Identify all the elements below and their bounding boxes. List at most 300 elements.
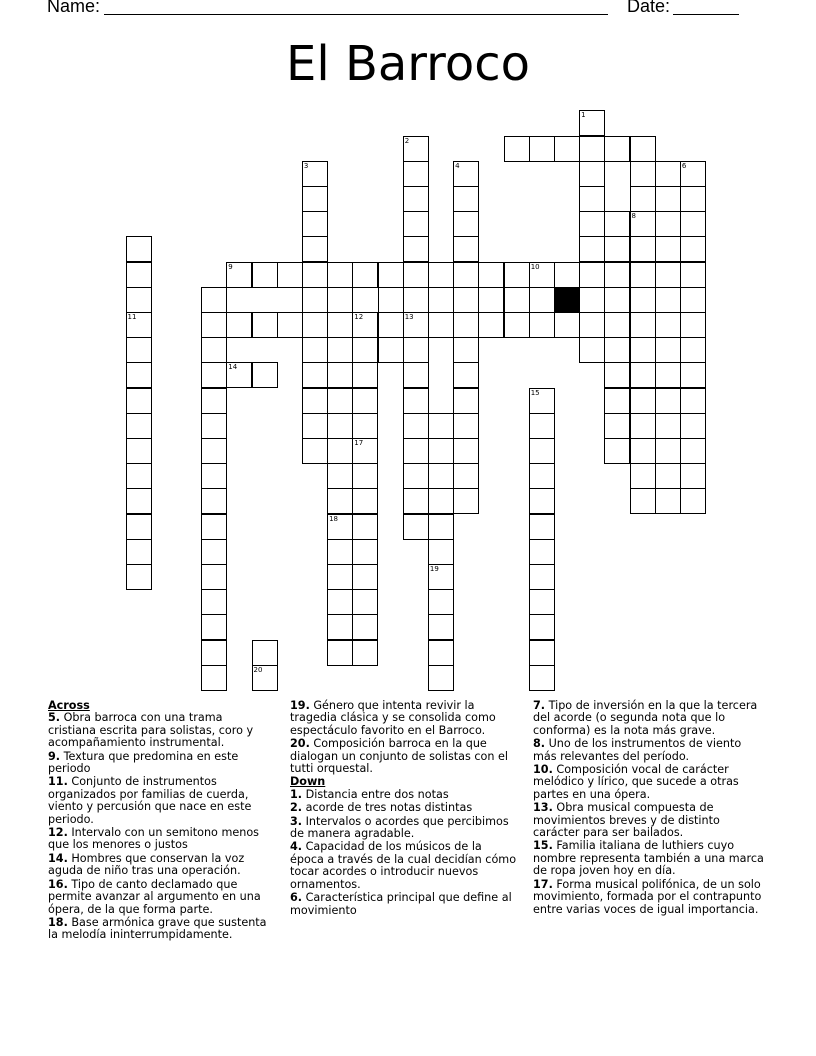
grid-cell[interactable]: [680, 312, 706, 338]
clue-number: 19.: [290, 699, 310, 712]
grid-cell[interactable]: [352, 488, 378, 514]
clue-item: [533, 738, 765, 763]
grid-cell[interactable]: [126, 488, 152, 514]
grid-cell[interactable]: [655, 413, 681, 439]
clue-number: 14: [228, 363, 238, 372]
grid-cell[interactable]: [478, 262, 504, 288]
grid-cell[interactable]: [201, 665, 227, 691]
grid-cell[interactable]: [630, 262, 656, 288]
grid-cell[interactable]: [302, 413, 328, 439]
grid-cell[interactable]: [680, 262, 706, 288]
grid-cell[interactable]: [403, 438, 429, 464]
grid-cell[interactable]: [352, 640, 378, 666]
clue-number: 16.: [48, 877, 68, 891]
grid-cell[interactable]: [529, 564, 555, 590]
grid-cell[interactable]: [378, 262, 404, 288]
clue-number: 17: [354, 438, 364, 447]
clue-text: Textura que predomina en este periodo: [48, 749, 239, 776]
grid-cell[interactable]: [226, 362, 252, 388]
grid-cell[interactable]: [529, 488, 555, 514]
grid-cell[interactable]: [630, 438, 656, 464]
grid-cell[interactable]: [403, 136, 429, 162]
grid-cell[interactable]: [352, 564, 378, 590]
grid-cell[interactable]: [302, 161, 328, 187]
grid-cell[interactable]: [604, 287, 630, 313]
grid-cell[interactable]: [252, 362, 278, 388]
grid-cell[interactable]: [579, 136, 605, 162]
grid-cell[interactable]: [579, 337, 605, 363]
clue-text: Intervalo con un semitono menos que los menores o justos: [48, 826, 259, 852]
grid-cell[interactable]: [554, 312, 580, 338]
clue-item: [290, 816, 518, 841]
grid-cell[interactable]: [579, 110, 605, 136]
grid-cell[interactable]: [529, 312, 555, 338]
grid-cell[interactable]: [655, 287, 681, 313]
clue-item: [48, 712, 270, 749]
grid-cell[interactable]: [655, 211, 681, 237]
grid-cell[interactable]: [453, 362, 479, 388]
clue-text: Familia italiana de luthiers cuyo nombre representa también a una marca de ropa joven hoy en día.: [533, 839, 764, 878]
clue-item: [290, 892, 518, 917]
grid-cell[interactable]: [327, 262, 353, 288]
grid-cell[interactable]: [680, 186, 706, 212]
across-clue-list: [48, 712, 270, 941]
grid-cell[interactable]: [529, 539, 555, 565]
clue-text: Capacidad de los músicos de la época a través de la cual decidían cómo tocar acordes o introducir nuevos ornamentos.: [290, 840, 517, 891]
grid-cell[interactable]: [378, 312, 404, 338]
grid-cell[interactable]: [579, 211, 605, 237]
clue-number: 6.: [290, 891, 303, 905]
grid-cell[interactable]: [453, 236, 479, 262]
grid-cell[interactable]: [126, 236, 152, 262]
clue-number: 15: [530, 388, 540, 397]
grid-cell[interactable]: [680, 211, 706, 237]
grid-cell[interactable]: [604, 388, 630, 414]
grid-cell[interactable]: [630, 312, 656, 338]
grid-cell[interactable]: [428, 488, 454, 514]
grid-cell[interactable]: [655, 262, 681, 288]
grid-cell[interactable]: [428, 463, 454, 489]
clue-text: Composición vocal de carácter melódico y lírico, que sucede a otras partes en una ópera.: [533, 763, 739, 801]
grid-cell[interactable]: [604, 413, 630, 439]
grid-cell[interactable]: [554, 136, 580, 162]
grid-cell[interactable]: [579, 262, 605, 288]
grid-cell[interactable]: [352, 413, 378, 439]
clue-item: [48, 751, 270, 776]
clue-number: 2: [404, 136, 410, 145]
grid-cell[interactable]: [302, 337, 328, 363]
grid-cell[interactable]: [504, 262, 530, 288]
grid-cell[interactable]: [352, 614, 378, 640]
clue-item: [290, 738, 518, 775]
grid-cell[interactable]: [126, 413, 152, 439]
down-clue-list-continued: [533, 700, 765, 916]
grid-cell[interactable]: [630, 488, 656, 514]
clue-item: [48, 917, 270, 942]
clue-text: Conjunto de instrumentos organizados por familias de cuerda, viento y percusión que nace en este periodo.: [48, 775, 252, 826]
grid-cell[interactable]: [352, 463, 378, 489]
clue-number: 9.: [48, 749, 61, 763]
clue-number: 12: [354, 312, 364, 321]
grid-cell[interactable]: [453, 488, 479, 514]
grid-cell[interactable]: [428, 539, 454, 565]
grid-cell[interactable]: [252, 262, 278, 288]
grid-cell[interactable]: [630, 287, 656, 313]
grid-cell[interactable]: [302, 262, 328, 288]
grid-cell[interactable]: [201, 312, 227, 338]
clue-item: [533, 802, 765, 839]
clue-item: [290, 841, 518, 891]
grid-cell[interactable]: [201, 413, 227, 439]
clue-number: 13.: [533, 801, 553, 815]
grid-cell[interactable]: [630, 413, 656, 439]
grid-cell[interactable]: [302, 287, 328, 313]
grid-cell[interactable]: [680, 362, 706, 388]
grid-cell[interactable]: [327, 564, 353, 590]
grid-cell[interactable]: [655, 186, 681, 212]
grid-cell[interactable]: [327, 413, 353, 439]
grid-cell[interactable]: [655, 161, 681, 187]
grid-cell[interactable]: [126, 362, 152, 388]
grid-cell[interactable]: [604, 136, 630, 162]
grid-cell[interactable]: [504, 136, 530, 162]
grid-cell[interactable]: [403, 262, 429, 288]
clue-number: 10.: [533, 763, 553, 777]
clue-item: [290, 700, 518, 737]
grid-cell[interactable]: [428, 564, 454, 590]
grid-cell[interactable]: [529, 438, 555, 464]
grid-cell[interactable]: [403, 463, 429, 489]
grid-cell[interactable]: [302, 362, 328, 388]
grid-cell[interactable]: [201, 614, 227, 640]
grid-cell[interactable]: [327, 388, 353, 414]
clue-number: 18: [329, 514, 339, 523]
grid-cell[interactable]: [201, 640, 227, 666]
grid-cell[interactable]: [327, 640, 353, 666]
date-field[interactable]: [673, 14, 739, 15]
clue-number: 8.: [533, 737, 546, 751]
grid-cell[interactable]: [630, 186, 656, 212]
grid-cell[interactable]: [126, 312, 152, 338]
clue-number: 11: [127, 312, 137, 321]
grid-cell[interactable]: [630, 211, 656, 237]
clue-number: 1.: [290, 787, 303, 801]
grid-cell[interactable]: [554, 262, 580, 288]
grid-cell[interactable]: [403, 362, 429, 388]
clue-text: Género que intenta revivir la tragedia clásica y se consolida como espectáculo favorito en el Barroco.: [290, 699, 496, 737]
grid-cell[interactable]: [201, 488, 227, 514]
grid-cell[interactable]: [604, 337, 630, 363]
grid-cell[interactable]: [201, 337, 227, 363]
clues-column-3: [533, 700, 765, 917]
grid-cell[interactable]: [630, 337, 656, 363]
grid-cell[interactable]: [604, 312, 630, 338]
grid-cell[interactable]: [529, 640, 555, 666]
grid-cell[interactable]: [680, 413, 706, 439]
grid-cell[interactable]: [428, 438, 454, 464]
grid-cell[interactable]: [604, 262, 630, 288]
grid-cell[interactable]: [352, 388, 378, 414]
grid-cell[interactable]: [378, 287, 404, 313]
clue-text: Característica principal que define al movimiento: [290, 891, 512, 917]
grid-cell[interactable]: [327, 362, 353, 388]
grid-cell[interactable]: [428, 665, 454, 691]
grid-cell[interactable]: [504, 287, 530, 313]
grid-cell[interactable]: [327, 337, 353, 363]
grid-cell[interactable]: [453, 186, 479, 212]
clue-text: acorde de tres notas distintas: [302, 801, 473, 815]
name-field[interactable]: [104, 14, 608, 15]
grid-cell[interactable]: [478, 312, 504, 338]
grid-cell[interactable]: [630, 463, 656, 489]
grid-cell[interactable]: [529, 463, 555, 489]
grid-cell[interactable]: [428, 312, 454, 338]
grid-cell[interactable]: [453, 337, 479, 363]
grid-cell[interactable]: [529, 262, 555, 288]
grid-cell[interactable]: [302, 312, 328, 338]
grid-cell[interactable]: [579, 161, 605, 187]
grid-cell[interactable]: [252, 665, 278, 691]
grid-cell[interactable]: [579, 186, 605, 212]
grid-cell[interactable]: [327, 312, 353, 338]
grid-cell[interactable]: [655, 438, 681, 464]
clue-text: Distancia entre dos notas: [302, 787, 449, 801]
down-heading: Down: [290, 775, 326, 789]
grid-cell[interactable]: [126, 438, 152, 464]
grid-cell[interactable]: [655, 312, 681, 338]
grid-cell[interactable]: [453, 413, 479, 439]
grid-cell[interactable]: [604, 438, 630, 464]
grid-cell[interactable]: [327, 614, 353, 640]
grid-cell[interactable]: [126, 564, 152, 590]
clue-text: Forma musical polifónica, de un solo movimiento, formada por el contrapunto entre varias voces de igual importancia.: [533, 877, 762, 916]
grid-cell[interactable]: [428, 614, 454, 640]
grid-cell[interactable]: [680, 236, 706, 262]
grid-cell[interactable]: [453, 312, 479, 338]
grid-cell[interactable]: [529, 136, 555, 162]
grid-cell[interactable]: [453, 287, 479, 313]
grid-block: [554, 287, 580, 313]
clue-text: Obra barroca con una trama cristiana escrita para solistas, coro y acompañamiento instrumental.: [48, 711, 254, 750]
grid-cell[interactable]: [604, 362, 630, 388]
grid-cell[interactable]: [277, 262, 303, 288]
clue-item: [48, 776, 270, 826]
grid-cell[interactable]: [655, 463, 681, 489]
grid-cell[interactable]: [352, 337, 378, 363]
grid-cell[interactable]: [453, 388, 479, 414]
grid-cell[interactable]: [428, 262, 454, 288]
grid-cell[interactable]: [655, 388, 681, 414]
clues-column-2: [290, 700, 518, 918]
grid-cell[interactable]: [630, 161, 656, 187]
grid-cell[interactable]: [655, 362, 681, 388]
grid-cell[interactable]: [201, 564, 227, 590]
grid-cell[interactable]: [655, 236, 681, 262]
grid-cell[interactable]: [630, 362, 656, 388]
grid-cell[interactable]: [428, 413, 454, 439]
header: [47, 0, 747, 20]
grid-cell[interactable]: [453, 438, 479, 464]
clue-number: 18.: [48, 915, 68, 929]
grid-cell[interactable]: [403, 514, 429, 540]
grid-cell[interactable]: [201, 362, 227, 388]
grid-cell[interactable]: [352, 589, 378, 615]
clue-text: Intervalos o acordes que percibimos de manera agradable.: [290, 814, 509, 841]
grid-cell[interactable]: [327, 287, 353, 313]
grid-cell[interactable]: [302, 211, 328, 237]
grid-cell[interactable]: [403, 211, 429, 237]
grid-cell[interactable]: [126, 463, 152, 489]
grid-cell[interactable]: [680, 287, 706, 313]
grid-cell[interactable]: [201, 589, 227, 615]
grid-cell[interactable]: [126, 262, 152, 288]
grid-cell[interactable]: [327, 539, 353, 565]
grid-cell[interactable]: [529, 514, 555, 540]
grid-cell[interactable]: [403, 388, 429, 414]
grid-cell[interactable]: [352, 438, 378, 464]
grid-cell[interactable]: [630, 236, 656, 262]
date-label: Date:: [627, 0, 671, 16]
clue-number: 4.: [290, 840, 303, 854]
grid-cell[interactable]: [680, 488, 706, 514]
grid-cell[interactable]: [327, 438, 353, 464]
grid-cell[interactable]: [680, 337, 706, 363]
grid-cell[interactable]: [226, 312, 252, 338]
grid-cell[interactable]: [126, 514, 152, 540]
clue-number: 9: [228, 262, 233, 271]
clue-number: 3.: [290, 814, 303, 828]
grid-cell[interactable]: [302, 388, 328, 414]
clue-number: 11.: [48, 775, 68, 789]
grid-cell[interactable]: [403, 236, 429, 262]
clue-text: Tipo de inversión en la que la tercera del acorde (o segunda nota que lo conforma) es la nota más grave.: [533, 699, 758, 737]
grid-cell[interactable]: [378, 337, 404, 363]
grid-cell[interactable]: [352, 539, 378, 565]
grid-cell[interactable]: [126, 337, 152, 363]
grid-cell[interactable]: [126, 287, 152, 313]
grid-cell[interactable]: [604, 211, 630, 237]
grid-cell[interactable]: [680, 388, 706, 414]
grid-cell[interactable]: [201, 539, 227, 565]
clue-number: 2.: [290, 801, 303, 815]
grid-cell[interactable]: [302, 186, 328, 212]
grid-cell[interactable]: [403, 161, 429, 187]
clue-number: 7.: [533, 699, 546, 712]
grid-cell[interactable]: [529, 589, 555, 615]
grid-cell[interactable]: [579, 287, 605, 313]
grid-cell[interactable]: [529, 665, 555, 691]
grid-cell[interactable]: [680, 161, 706, 187]
grid-cell[interactable]: [201, 287, 227, 313]
clue-item: [290, 802, 518, 814]
grid-cell[interactable]: [579, 312, 605, 338]
clues-column-1: [48, 700, 270, 943]
clue-number: 17.: [533, 877, 553, 891]
down-clue-list: [290, 789, 518, 917]
grid-cell[interactable]: [327, 488, 353, 514]
grid-cell[interactable]: [302, 236, 328, 262]
grid-cell[interactable]: [327, 589, 353, 615]
grid-cell[interactable]: [529, 287, 555, 313]
grid-cell[interactable]: [655, 488, 681, 514]
grid-cell[interactable]: [352, 312, 378, 338]
grid-cell[interactable]: [201, 388, 227, 414]
grid-cell[interactable]: [680, 463, 706, 489]
grid-cell[interactable]: [201, 463, 227, 489]
grid-cell[interactable]: [126, 539, 152, 565]
grid-cell[interactable]: [655, 337, 681, 363]
grid-cell[interactable]: [428, 514, 454, 540]
grid-cell[interactable]: [453, 262, 479, 288]
clue-text: Hombres que conservan la voz aguda de niño tras una operación.: [48, 851, 245, 878]
grid-cell[interactable]: [201, 438, 227, 464]
grid-cell[interactable]: [403, 287, 429, 313]
clue-number: 1: [581, 111, 586, 120]
grid-cell[interactable]: [302, 438, 328, 464]
clue-number: 8: [631, 212, 636, 221]
clue-text: Composición barroca en la que dialogan un conjunto de solistas con el tutti orquestal.: [290, 737, 509, 776]
clue-number: 12.: [48, 826, 68, 840]
grid-cell[interactable]: [529, 614, 555, 640]
grid-cell[interactable]: [352, 362, 378, 388]
clue-text: Base armónica grave que sustenta la melodía ininterrumpidamente.: [48, 915, 267, 942]
grid-cell[interactable]: [630, 388, 656, 414]
page-title: El Barroco: [286, 36, 530, 92]
grid-cell[interactable]: [453, 211, 479, 237]
clue-text: Tipo de canto declamado que permite avanzar al argumento en una ópera, de la que forma parte.: [48, 877, 261, 916]
grid-cell[interactable]: [428, 640, 454, 666]
grid-cell[interactable]: [403, 488, 429, 514]
grid-cell[interactable]: [352, 262, 378, 288]
clue-number: 5.: [48, 711, 61, 725]
grid-cell[interactable]: [604, 236, 630, 262]
grid-cell[interactable]: [252, 640, 278, 666]
clue-item: [533, 764, 765, 801]
across-heading: Across: [48, 699, 90, 712]
grid-cell[interactable]: [277, 312, 303, 338]
grid-cell[interactable]: [428, 589, 454, 615]
clue-number: 20: [253, 665, 263, 674]
grid-cell[interactable]: [403, 186, 429, 212]
clue-item: [533, 700, 765, 737]
clue-item: [533, 879, 765, 916]
grid-cell[interactable]: [403, 337, 429, 363]
grid-cell[interactable]: [478, 287, 504, 313]
grid-cell[interactable]: [327, 514, 353, 540]
clue-item: [48, 879, 270, 916]
grid-cell[interactable]: [352, 514, 378, 540]
grid-cell[interactable]: [680, 438, 706, 464]
grid-cell[interactable]: [529, 413, 555, 439]
clue-item: [48, 827, 270, 852]
grid-cell[interactable]: [579, 236, 605, 262]
grid-cell[interactable]: [504, 312, 530, 338]
grid-cell[interactable]: [428, 287, 454, 313]
grid-cell[interactable]: [630, 136, 656, 162]
grid-cell[interactable]: [453, 161, 479, 187]
grid-cell[interactable]: [403, 312, 429, 338]
grid-cell[interactable]: [126, 388, 152, 414]
grid-cell[interactable]: [529, 388, 555, 414]
grid-cell[interactable]: [453, 463, 479, 489]
grid-cell[interactable]: [403, 413, 429, 439]
grid-cell[interactable]: [226, 262, 252, 288]
grid-cell[interactable]: [252, 312, 278, 338]
clue-number: 4: [455, 161, 460, 170]
grid-cell[interactable]: [201, 514, 227, 540]
clue-text: Uno de los instrumentos de viento más relevantes del período.: [533, 737, 742, 763]
grid-cell[interactable]: [327, 463, 353, 489]
